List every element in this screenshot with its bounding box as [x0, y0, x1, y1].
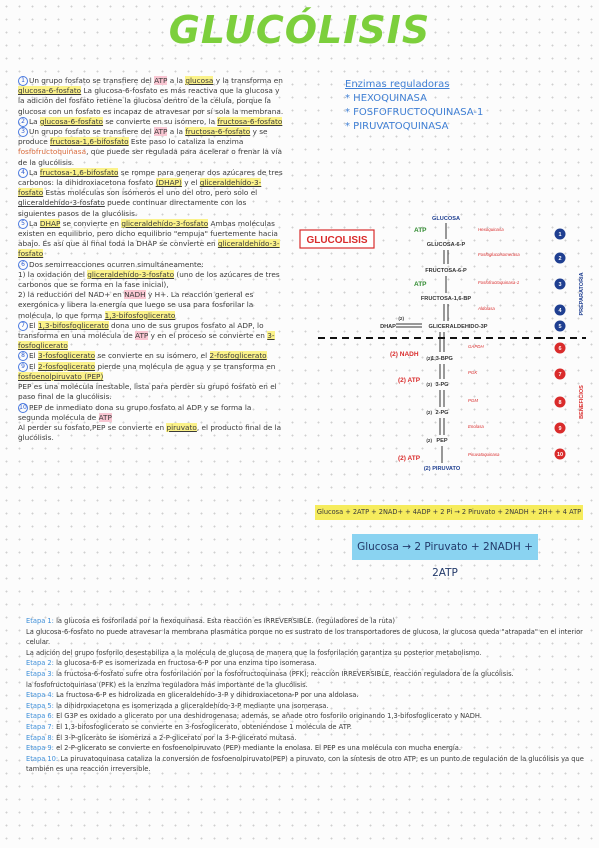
- enzyme-label: GAPDH: [468, 344, 484, 349]
- step-7: 7 El 1,3-bifosfoglicerato dona uno de sus grupos fosfato al ADP, lo transforma en una molécula de ATP y en el proceso se convierte en 3-fosfoglicerato: [18, 320, 275, 351]
- steps-column: [18, 76, 284, 443]
- stage-line: Etapa 8: El 3-P-glicerato se isomeriza a 2-P-glicerato por la 3-P-glicerato mutasa.: [26, 733, 297, 742]
- stage-line: La adición del grupo fosforilo desestabiliza a la molécula de glucosa de manera que la fosforilación garantiza su posterior metabolismo.: [26, 648, 482, 657]
- step-circle-number: 2: [558, 256, 562, 262]
- stage-line: Etapa 2: la glucosa-6-P es isomerizada en fructosa-6-P por una enzima tipo isomerasa.: [26, 659, 317, 668]
- metabolite-glucosa: GLUCOSA: [432, 216, 460, 222]
- stage-line: Etapa 4: La fructosa-6-P es hidrolizada en gliceraldehído-3-P y dihidroxiacetona-P por una aldolasa.: [26, 691, 359, 700]
- stage-line: Etapa 10: La piruvatoquinasa cataliza la conversión de fosfoenolpiruvato(PEP) a piruvato, con la síntesis de otro ATP; es un punto de regulación de la glucólisis ya que también es una reacción irreversible.: [26, 754, 584, 774]
- atp-yield-label: (2) ATP: [398, 455, 421, 462]
- step-4: 4 La fructosa-1,6-bifosfato se rompe para generar dos azúcares de tres carbonos: la dihidroxiacetona fosfato (DHAP) y el gliceraldehído-3-fosfato Estas moléculas son isómeros el uno del otro, pero solo el gliceraldehído-3-fosfato puede continuar directamente con los siguientes pasos de la glucólisis.: [18, 167, 283, 218]
- atp-label: ATP: [414, 281, 427, 288]
- step-circle-number: 8: [558, 400, 562, 406]
- step-number: 8: [18, 351, 28, 361]
- stage-line: la fosfofructoquinasa (PFK) es la enzima reguladora más importante de la glucólisis.: [26, 680, 308, 689]
- step-circle-number: 3: [558, 282, 562, 288]
- page-title: GLUCÓLISIS: [168, 8, 431, 52]
- atp-label: ATP: [414, 227, 427, 234]
- metabolite-13bpg: 1,3-BPG: [431, 356, 453, 362]
- step-8: 8 El 3-fosfoglicerato se convierte en su isómero, el 2-fosfoglicerato: [18, 351, 284, 361]
- step-circle-number: 5: [558, 324, 562, 330]
- step-number: 6: [18, 260, 28, 270]
- metabolite-3pg: 3-PG: [435, 382, 449, 388]
- stage-line: La glucosa-6-fosfato no puede atravesar la membrana plasmática porque no es sustrato de los transportadores de glucosa, la glucosa queda "atrapada" en el interior celular.: [26, 627, 583, 647]
- stage-line: Etapa 7: El 1,3-bifosfoglicerato se convierte en 3-fosfoglicerato, obteniéndose 1 molécula de ATP.: [26, 722, 352, 731]
- step-circle-number: 1: [558, 232, 562, 238]
- step-2: 2 La glucosa-6-fosfato se convierte en su isómero, la fructosa-6-fosfato: [18, 117, 284, 127]
- stage-line: Etapa 1: la glucosa es fosforilada por la hexoquinasa. Esta reacción es IRREVERSIBLE. (reguladores de la ruta): [26, 617, 396, 625]
- glycolysis-pathway-diagram: [298, 206, 594, 492]
- enzyme-label: Enolasa: [468, 424, 484, 429]
- enzyme-label: Hexoquinasa: [478, 227, 504, 232]
- enzyme-label: Fosfofructoquinasa-1: [478, 280, 520, 285]
- atp-yield-label: (2) ATP: [398, 377, 421, 384]
- step-number: 10: [19, 403, 27, 411]
- metabolite-dhap: DHAP: [380, 324, 396, 330]
- enzyme-label: PGK: [468, 370, 478, 375]
- step-10: 10 PEP de inmediato dona su grupo fosfato al ADP y se forma la segunda molécula de ATP Al perder su fosfato,PEP se convierte en piruvato, el producto final de la glucólisis.: [18, 402, 282, 443]
- dup-label: (2): [426, 382, 432, 387]
- dup-label: (2): [426, 438, 432, 443]
- enzyme-label: PGM: [468, 398, 479, 403]
- enzyme-label: Piruvatoquinasa: [468, 452, 500, 457]
- metabolite-2pg: 2-PG: [435, 410, 449, 416]
- step-number: 4: [18, 168, 28, 178]
- enzymes-heading: Enzimas reguladoras: [345, 79, 450, 90]
- stage-line: Etapa 5: la dihidroxiacetona es isomerizada a gliceraldehído-3-P mediante una isomerasa.: [26, 701, 329, 710]
- step-9: 9 El 2-fosfoglicerato pierde una molécula de agua y se transforma en fosfoenolpiruvato (PEP) PEP es una molécula inestable, lista para perder su grupo fosfato en el paso final de la glucólisis.: [18, 361, 277, 402]
- phase-preparatoria: PREPARATORIA: [579, 272, 585, 316]
- step-number: 3: [18, 127, 28, 137]
- step-number: 7: [18, 321, 28, 331]
- diagram-label: GLUCOLISIS: [306, 235, 368, 246]
- step-number: 1: [18, 76, 28, 86]
- dup-label: (2): [426, 410, 432, 415]
- enzyme-item: * PIRUVATOQUINASA: [345, 121, 449, 132]
- metabolite-pep: PEP: [436, 438, 448, 444]
- regulatory-enzymes: [345, 78, 585, 134]
- step-circle-number: 10: [556, 452, 564, 458]
- phase-beneficios: BENEFICIOS: [579, 385, 585, 419]
- enzyme-item: * FOSFOFRUCTOQUINASA-1: [345, 107, 484, 118]
- metabolite-f16bp: FRUCTOSA-1,6-BP: [420, 296, 472, 302]
- stage-line: Etapa 6: El G3P es oxidado a glicerato por una deshidrogenasa; además, se añade otro fosforilo originando 1,3-bifosfoglicerato y NADH.: [26, 712, 482, 721]
- metabolite-f6p: FRUCTOSA-6-P: [425, 268, 467, 274]
- enzyme-item: * HEXOQUINASA: [345, 93, 427, 104]
- step-circles: [555, 229, 566, 460]
- step-circle-number: 6: [558, 346, 562, 352]
- stage-line: Etapa 9: el 2-P-glicerato se convierte en fosfoenolpiruvato (PEP) mediante la enolasa. El PEP es una molécula con mucha energía.: [26, 744, 461, 753]
- stage-line: Etapa 3: la fructosa-6-fosfato sufre otra fosforilación por la fosfofructoquinasa (PFK); reacción IRREVERSIBLE, reacción reguladora de la glucólisis.: [26, 669, 514, 678]
- metabolite-g3p: GLICERALDEHIDO-3P: [428, 324, 488, 330]
- full-equation: Glucosa + 2ATP + 2NAD+ + 4ADP + 2 Pi → 2 Piruvato + 2NADH + 2H+ + 4 ATP: [315, 505, 583, 520]
- step-circle-number: 7: [558, 372, 562, 378]
- enzyme-label: Fosfoglucoisomerasa: [478, 252, 520, 257]
- net-equation: Glucosa → 2 Piruvato + 2NADH + 2ATP: [352, 534, 538, 560]
- step-6: 6 Dos semirreacciones ocurren simultáneamente: 1) la oxidación del gliceraldehído-3-fosfato (uno de los azúcares de tres carbonos que se forma en la fase inicial), 2) la reducción del NAD+ en NADH y H+. La reacción general es exergónica y libera la energía que luego se usa para fosforilar la molécula, lo que forma 1,3-bifosfoglicerato: [18, 259, 280, 320]
- dup-label: (2): [426, 356, 432, 361]
- enzyme-label: Aldolasa: [478, 306, 495, 311]
- step-3: 3 Un grupo fosfato se transfiere del ATP a la fructosa-6-fosfato y se produce fructosa-1,6-bifosfato Este paso lo cataliza la enzima fosfofructoquinasa, que puede ser regulada para acelerar o frenar la vía de la glucólisis.: [18, 127, 282, 167]
- step-circle-number: 4: [558, 308, 562, 314]
- stages-list: [26, 616, 586, 775]
- metabolite-g6p: GLUCOSA-6-P: [426, 242, 466, 248]
- nadh-label: (2) NADH: [390, 351, 419, 358]
- step-1: 1 Un grupo fosfato se transfiere del ATP a la glucosa y la transforma en glucosa-6-fosfato La glucosa-6-fosfato es más reactiva que la glucosa y la adición del fosfato retiene la glucosa dentro de la célula, porque la glucosa con un fosfato es incapaz de atravesar por sí sola la membrana.: [18, 76, 284, 116]
- step-number: 2: [18, 117, 28, 127]
- step-number: 5: [18, 219, 28, 229]
- step-5: 5 La DHAP se convierte en gliceraldehído-3-fosfato Ambas moléculas existen en equilibrio, pero dicho equilibrio "empuja" fuertemente hacia abajo. Es así que al final toda la DHAP se convierte en gliceraldehído-3-fosfato: [18, 218, 280, 259]
- step-circle-number: 9: [558, 426, 562, 432]
- dup-label: (2): [398, 316, 404, 321]
- metabolite-piruvato: (2) PIRUVATO: [423, 466, 461, 472]
- step-number: 9: [18, 362, 28, 372]
